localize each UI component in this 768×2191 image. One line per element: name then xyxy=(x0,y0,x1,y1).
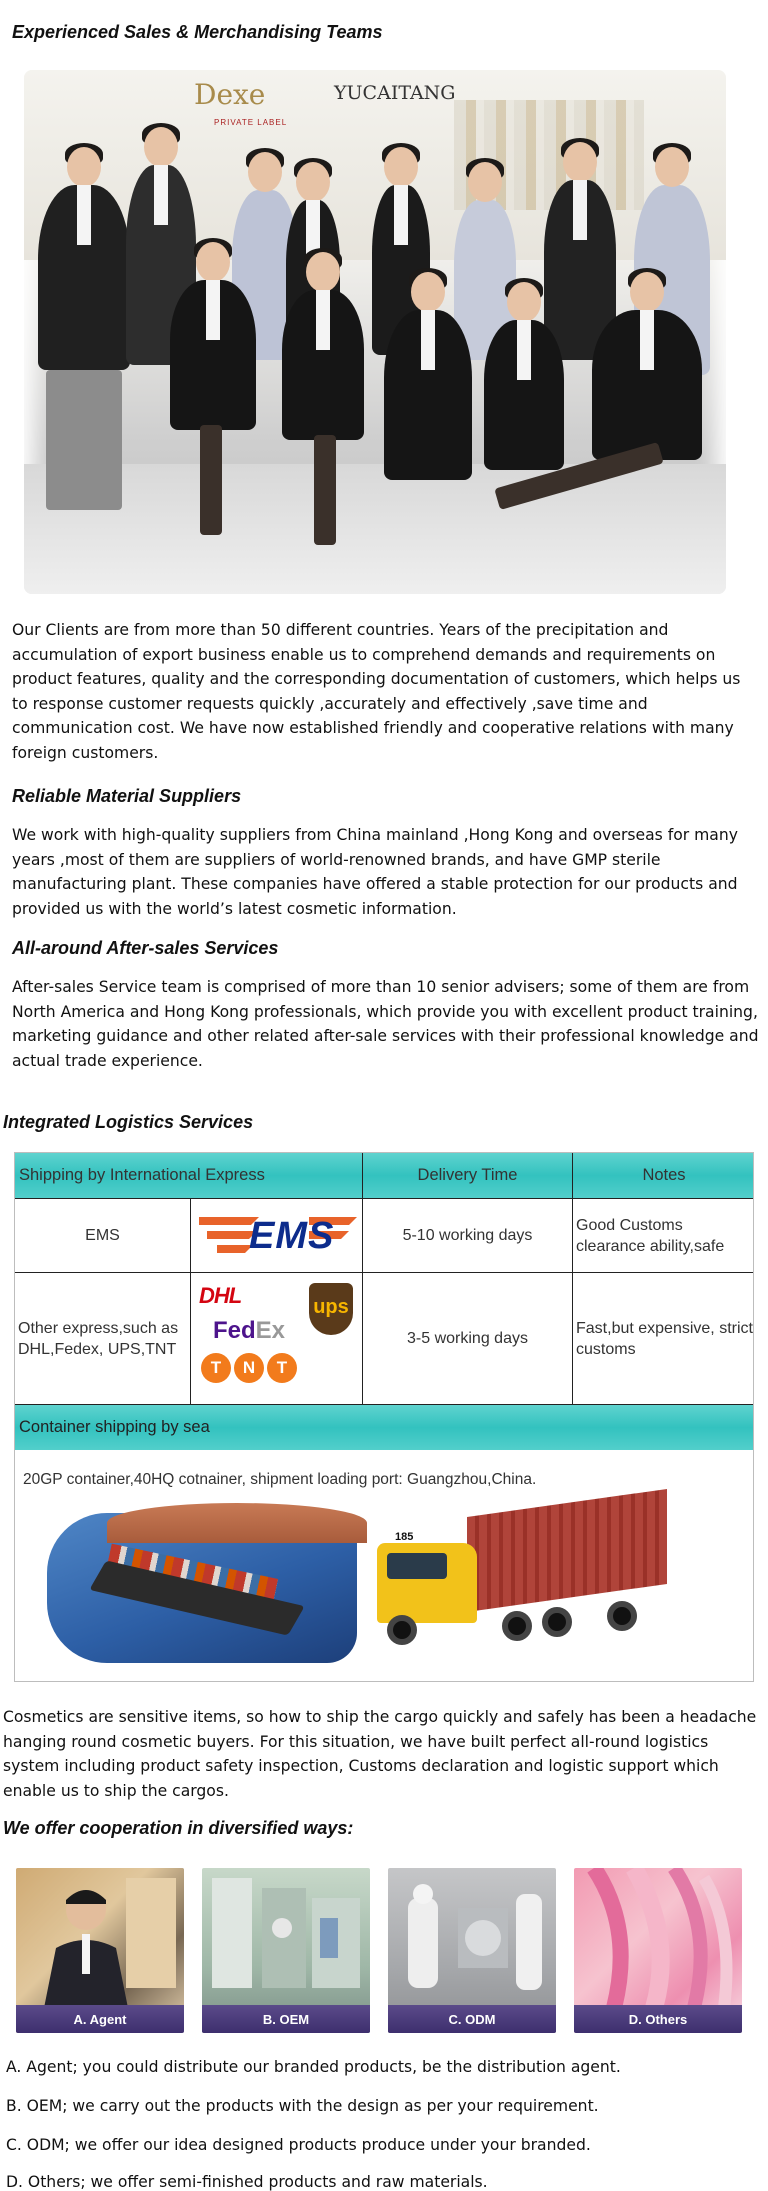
team-member xyxy=(484,320,564,470)
face xyxy=(655,147,689,187)
fedex-logo-ex: Ex xyxy=(255,1317,286,1344)
shirt xyxy=(154,165,168,225)
fedex-logo xyxy=(213,1317,285,1345)
coop-card-oem xyxy=(202,1868,370,2033)
team-heading: Experienced Sales & Merchandising Teams xyxy=(12,22,383,42)
suppliers-heading: Reliable Material Suppliers xyxy=(12,786,242,806)
truck-window xyxy=(387,1553,447,1579)
clients-paragraph: Our Clients are from more than 50 different countries. Years of the precipitation and accumulation of export business enable us to comprehend demands and requirements on product features, quality and the corresponding documentation of customers, which helps us to response customer requests quickly ,accurately and effectively ,save time and communication cost. We have now established friendly and cooperative relations with many foreign customers. xyxy=(12,621,741,762)
face xyxy=(468,162,502,202)
face xyxy=(144,127,178,167)
face xyxy=(306,252,340,292)
photo-brand-logo: Dexe xyxy=(194,78,266,111)
face xyxy=(384,147,418,187)
list-item: A. Agent; you could distribute our branded products, be the distribution agent. xyxy=(6,2058,621,2076)
list-item: D. Others; we offer semi-finished products and raw materials. xyxy=(6,2173,488,2191)
shipping-scene xyxy=(47,1503,677,1663)
time-cell: 5-10 working days xyxy=(363,1199,573,1272)
face xyxy=(196,242,230,282)
odm-lab-icon xyxy=(388,1868,556,2008)
aftersales-paragraph: After-sales Service team is comprised of more than 10 senior advisers; some of them are from North America and Hong Kong professionals, which provide you with excellent product training, marketing guidance and other related after-sale services with their professional knowledge and actual trade experience. xyxy=(12,978,759,1070)
coop-card-others xyxy=(574,1868,742,2033)
shirt xyxy=(421,310,435,370)
method-cell: Other express,such as DHL,Fedex, UPS,TNT xyxy=(15,1273,191,1404)
shirt xyxy=(394,185,408,245)
team-member xyxy=(170,280,256,430)
tnt-letter: T xyxy=(267,1353,297,1383)
tnt-logo xyxy=(201,1353,297,1383)
shirt xyxy=(316,290,330,350)
tnt-letter: N xyxy=(234,1353,264,1383)
shirt xyxy=(206,280,220,340)
suppliers-paragraph: We work with high-quality suppliers from China mainland ,Hong Kong and overseas for many years ,most of them are suppliers of world-renowned brands, and have GMP sterile manufacturing plant. These companies have offered a stable protection for our products and provided us with the world’s latest cosmetic information. xyxy=(12,826,738,918)
agent-person-icon xyxy=(16,1868,184,2008)
coop-card-odm xyxy=(388,1868,556,2033)
face xyxy=(563,142,597,182)
shirt xyxy=(640,310,654,370)
logistics-table-header xyxy=(15,1153,753,1199)
truck-container xyxy=(467,1489,667,1612)
ems-logo xyxy=(199,1209,359,1259)
shirt xyxy=(517,320,531,380)
aftersales-heading: All-around After-sales Services xyxy=(12,938,279,958)
coop-card-label: A. Agent xyxy=(16,2005,184,2033)
truck-wheel xyxy=(542,1607,572,1637)
dhl-logo: DHL xyxy=(199,1283,242,1308)
header-cell-notes: Notes xyxy=(642,1166,686,1184)
sea-shipping-details: 20GP container,40HQ cotnainer, shipment loading port: Guangzhou,China. xyxy=(23,1471,537,1488)
ups-logo: ups xyxy=(309,1283,353,1335)
face xyxy=(296,162,330,202)
face xyxy=(248,152,282,192)
coop-card-label: C. ODM xyxy=(388,2005,556,2033)
photo-brand-right: YUCAITANG xyxy=(334,82,456,104)
list-item: C. ODM; we offer our idea designed products produce under your branded. xyxy=(6,2136,591,2154)
sea-shipping-header: Container shipping by sea xyxy=(15,1405,753,1450)
coop-card-label: D. Others xyxy=(574,2005,742,2033)
team-member xyxy=(384,310,472,480)
face xyxy=(411,272,445,312)
truck-wheel xyxy=(502,1611,532,1641)
cooperation-heading: We offer cooperation in diversified ways: xyxy=(3,1818,354,1838)
ems-logo-text: EMS xyxy=(249,1215,335,1257)
notes-cell: Good Customs clearance ability,safe xyxy=(576,1216,725,1255)
coop-card-agent xyxy=(16,1868,184,2033)
shirt xyxy=(573,180,587,240)
photo-brand-sub: PRIVATE LABEL xyxy=(214,118,288,127)
method-cell: EMS xyxy=(15,1199,191,1272)
logo-cell xyxy=(191,1273,363,1404)
coastline xyxy=(107,1503,367,1543)
list-item: B. OEM; we carry out the products with the design as per your requirement. xyxy=(6,2097,599,2115)
team-member xyxy=(38,185,130,370)
truck-wheel xyxy=(607,1601,637,1631)
table-row xyxy=(15,1199,753,1273)
face xyxy=(67,147,101,187)
face xyxy=(507,282,541,322)
logo-cell xyxy=(191,1199,363,1272)
oem-factory-icon xyxy=(202,1868,370,2008)
header-cell-method: Shipping by International Express xyxy=(15,1153,363,1198)
legs xyxy=(200,425,222,535)
time-cell: 3-5 working days xyxy=(363,1273,573,1404)
notes-cell: Fast,but expensive, strict customs xyxy=(576,1319,753,1358)
team-member xyxy=(592,310,702,460)
coop-card-label: B. OEM xyxy=(202,2005,370,2033)
others-hair-icon xyxy=(574,1868,742,2008)
photo-floor xyxy=(24,464,726,594)
shirt xyxy=(77,185,91,245)
legs xyxy=(314,435,336,545)
team-photo xyxy=(24,70,726,594)
logistics-paragraph: Cosmetics are sensitive items, so how to ship the cargo quickly and safely has been a headache hanging round cosmetic buyers. For this situation, we have built perfect all-round logistics system including product safety inspection, Customs declaration and logistic support which enable us to ship the cargos. xyxy=(3,1708,757,1800)
logistics-heading: Integrated Logistics Services xyxy=(3,1112,254,1132)
fedex-logo-fed: Fed xyxy=(213,1317,256,1344)
header-cell-time: Delivery Time xyxy=(363,1153,573,1198)
truck-wheel xyxy=(387,1615,417,1645)
table-row xyxy=(15,1273,753,1405)
tnt-letter: T xyxy=(201,1353,231,1383)
face xyxy=(630,272,664,312)
legs xyxy=(46,370,122,510)
logistics-table xyxy=(14,1152,754,1682)
team-member xyxy=(282,290,364,440)
truck-number: 185 xyxy=(395,1531,414,1543)
